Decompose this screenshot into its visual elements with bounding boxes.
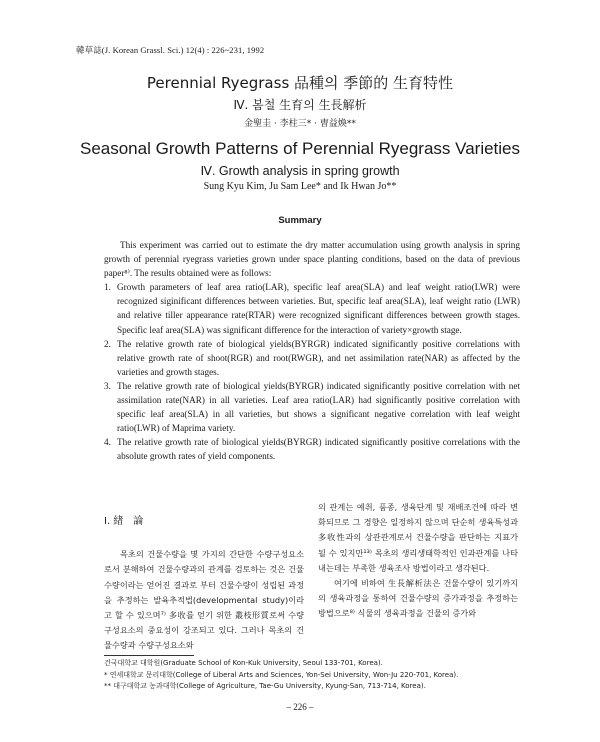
section-heading-introduction: Ⅰ. 緖 論 [104,516,144,527]
footnote-affiliation: ** 대구대학교 농과대학(College of Agriculture, Tae-Gu University, Kyung-San, 713-714, Korea). [104,682,426,690]
footnote-divider [104,655,194,656]
summary-item [104,337,520,379]
summary-heading: Summary [278,215,322,226]
summary-item-text: Growth parameters of leaf area ratio(LAR), specific leaf area(SLA) and leaf weight ratio(LWR) were recognized siginificant differences between varieties. But, specific leaf area(SLA), leaf weight ratio (LWR) and relative tiller appearance rate(RTAR) were recognized significant differences between growth stages. Specific leaf area(SLA) was significant difference for the interaction of variety×growth stage. [117,282,520,335]
footnote-affiliation: 건국대학교 대학원(Graduate School of Kon-Kuk University, Seoul 133-701, Korea). [104,659,383,667]
summary-item-number: 2. [104,338,111,349]
summary-intro: This experiment was carried out to estimate the dry matter accumulation using growth analysis in spring growth of perennial ryegrass varieties grown under space planting conditions, based on the data of previous paper⁸⁾. The results obtained were as follows: [104,240,520,279]
journal-header: 韓草誌(J. Korean Grassl. Sci.) 12(4) : 226~231, 1992 [76,45,265,55]
summary-list [104,280,520,463]
body-paragraph: 의 관계는 예취, 품종, 생육단계 및 재배조건에 따라 변화되므로 그 경향은 일정하지 않으며 단순히 생육특성과 多收性과의 상관관계로서 건물수량을 판단하는 지표가 될 수 있지만¹³⁾ 목초의 생리생태학적인 인과관계를 나타내는데는 부족한 생육조사 방법이라고 생각된다. [318,502,518,573]
summary-item [104,280,520,336]
summary-section [104,238,520,464]
summary-item-text: The relative growth rate of biological yields(BYRGR) indicated significantly positive correlations with the absolute growth rates of yield components. [117,437,520,462]
summary-item-text: The relative growth rate of biological yields(BYRGR) indicated significantly positive correlations with relative growth rate of shoot(RGR) and root(RWGR), and net assimilation rate(NAR) as affected by the varieties and growth stages. [117,338,520,377]
body-paragraph: 여기에 비하여 生長解析法은 건물수량이 있기까지의 생육과정을 통하여 건물수량의 증가과정을 추정하는 방법으로⁸⁾ 식물의 생육과정을 건물의 증가와 [318,578,518,619]
summary-item-number: 1. [104,282,111,293]
page-number: – 226 – [286,702,314,712]
body-column-right [318,500,518,622]
korean-authors: 金聖圭 · 李柱三* · 曺益煥** [244,119,356,129]
footnote-affiliation: * 연세대학교 문리대학(College of Liberal Arts and Sciences, Yon-Sei University, Won-Ju 220-701, Korea). [104,670,459,679]
body-column-left [104,514,304,654]
english-subtitle: Ⅳ. Growth analysis in spring growth [200,164,400,178]
summary-item [104,435,520,463]
summary-item-number: 3. [104,380,111,391]
body-paragraph: 목초의 건물수량을 몇 가지의 간단한 수량구성요소로서 분해하여 건물수량과의 관계를 검토하는 것은 건물수량이라는 얻어진 결과로 부터 건물수량이 성립된 과정을 추정하는 발육추적법(developmental study)이라고 할 수 있으며⁷⁾ 多收를 얻기 위한 叢枝形質로써 수량구성요소의 중요성이 강조되고 있다. 그러나 목초의 건물수량과 수량구성요소와 [104,549,304,651]
english-authors: Sung Kyu Kim, Ju Sam Lee* and Ik Hwan Jo** [203,181,397,192]
korean-title: Perennial Ryegrass 品種의 季節的 生育特性 [146,74,454,92]
summary-item-number: 4. [104,437,111,448]
footnotes [104,658,534,693]
summary-item [104,379,520,435]
english-title: Seasonal Growth Patterns of Perennial Ryegrass Varieties [79,139,521,158]
summary-item-text: The relative growth rate of biological yields(BYRGR) indicated significantly positive correlation with net assimilation rate(NAR) in all varieties. Leaf area ratio(LAR) had significantly positive correlation with specific leaf area(SLA) in all varieties, but shows a significant negative correlation with leaf weight ratio(LWR) of Maprima variety. [117,380,520,434]
korean-subtitle: Ⅳ. 봄철 生育의 生長解析 [233,98,367,112]
